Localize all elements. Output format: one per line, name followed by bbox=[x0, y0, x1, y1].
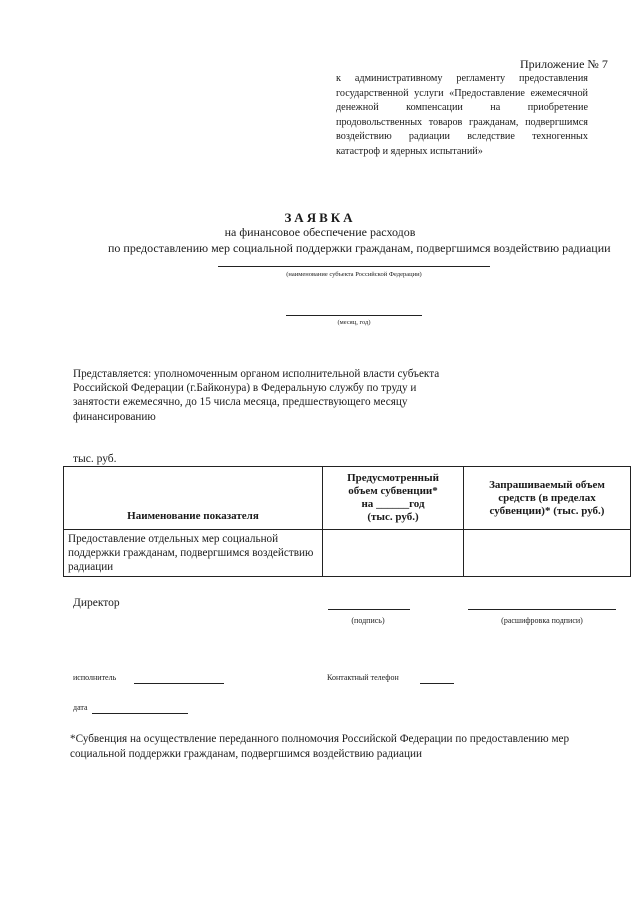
appendix-text: к административному регламенту предоставления государственной услуги «Предоставление ежемесячной денежной компенсации на приобретение продовольственных товаров гражданам, подвергшимся воздействию радиации вследствие техногенных катастроф и ядерных испытаний» bbox=[336, 73, 588, 157]
document-subtitle-1: на финансовое обеспечение расходов bbox=[224, 225, 416, 239]
date-line bbox=[92, 713, 188, 714]
subsidy-table bbox=[63, 466, 631, 577]
signature-caption: (подпись) bbox=[351, 616, 385, 625]
director-label: Директор bbox=[73, 597, 120, 609]
decoding-caption: (расшифровка подписи) bbox=[501, 616, 583, 625]
header-planned bbox=[323, 467, 464, 530]
header-planned-post: год bbox=[409, 498, 425, 510]
header-requested: Запрашиваемый объем средств (в пределах субвенции)* (тыс. руб.) bbox=[464, 467, 631, 530]
decoding-line bbox=[468, 609, 616, 610]
header-planned-blank: ______ bbox=[376, 498, 410, 510]
header-indicator: Наименование показателя bbox=[64, 467, 323, 530]
appendix-title: Приложение № 7 bbox=[520, 57, 608, 71]
executor-line bbox=[134, 683, 224, 684]
period-line bbox=[286, 315, 422, 316]
row-indicator bbox=[64, 530, 323, 577]
date-label: дата bbox=[73, 703, 88, 712]
signature-line bbox=[328, 609, 410, 610]
footnote: *Субвенция на осуществление переданного полномочия Российской Федерации по предоставлению мер социальной поддержки гражданам, подвергшимся воздействию радиации bbox=[70, 733, 570, 760]
subject-name-caption: (наименование субъекта Российской Федерации) bbox=[286, 271, 422, 278]
header-planned-line2: объем субвенции* bbox=[348, 485, 438, 497]
phone-label: Контактный телефон bbox=[327, 673, 399, 682]
header-planned-line4: (тыс. руб.) bbox=[367, 511, 419, 523]
document-subtitle-2: по предоставлению мер социальной поддержки гражданам, подвергшимся воздействию радиации bbox=[108, 241, 611, 255]
period-caption: (месяц, год) bbox=[337, 319, 371, 326]
presentation-text: Представляется: уполномоченным органом исполнительной власти субъекта Российской Федерации (г.Байконура) в Федеральную службу по труду и занятости ежемесячно, до 15 числа месяца, предшествующего месяцу финансированию bbox=[73, 368, 440, 423]
table-header-row bbox=[64, 467, 631, 530]
row-planned-cell[interactable] bbox=[323, 530, 464, 577]
table-row bbox=[64, 530, 631, 577]
subject-name-line bbox=[218, 266, 490, 267]
row-requested-cell[interactable] bbox=[464, 530, 631, 577]
executor-label: исполнитель bbox=[73, 673, 117, 682]
header-planned-pre: на bbox=[361, 498, 374, 510]
units-label: тыс. руб. bbox=[73, 453, 117, 465]
phone-line bbox=[420, 683, 454, 684]
header-planned-line1: Предусмотренный bbox=[347, 472, 439, 484]
header-planned-line3 bbox=[323, 498, 463, 511]
row-indicator-text: Предоставление отдельных мер социальной поддержки гражданам, подвергшимся воздействию радиации bbox=[68, 533, 314, 573]
document-title: ЗАЯВКА bbox=[284, 210, 356, 225]
